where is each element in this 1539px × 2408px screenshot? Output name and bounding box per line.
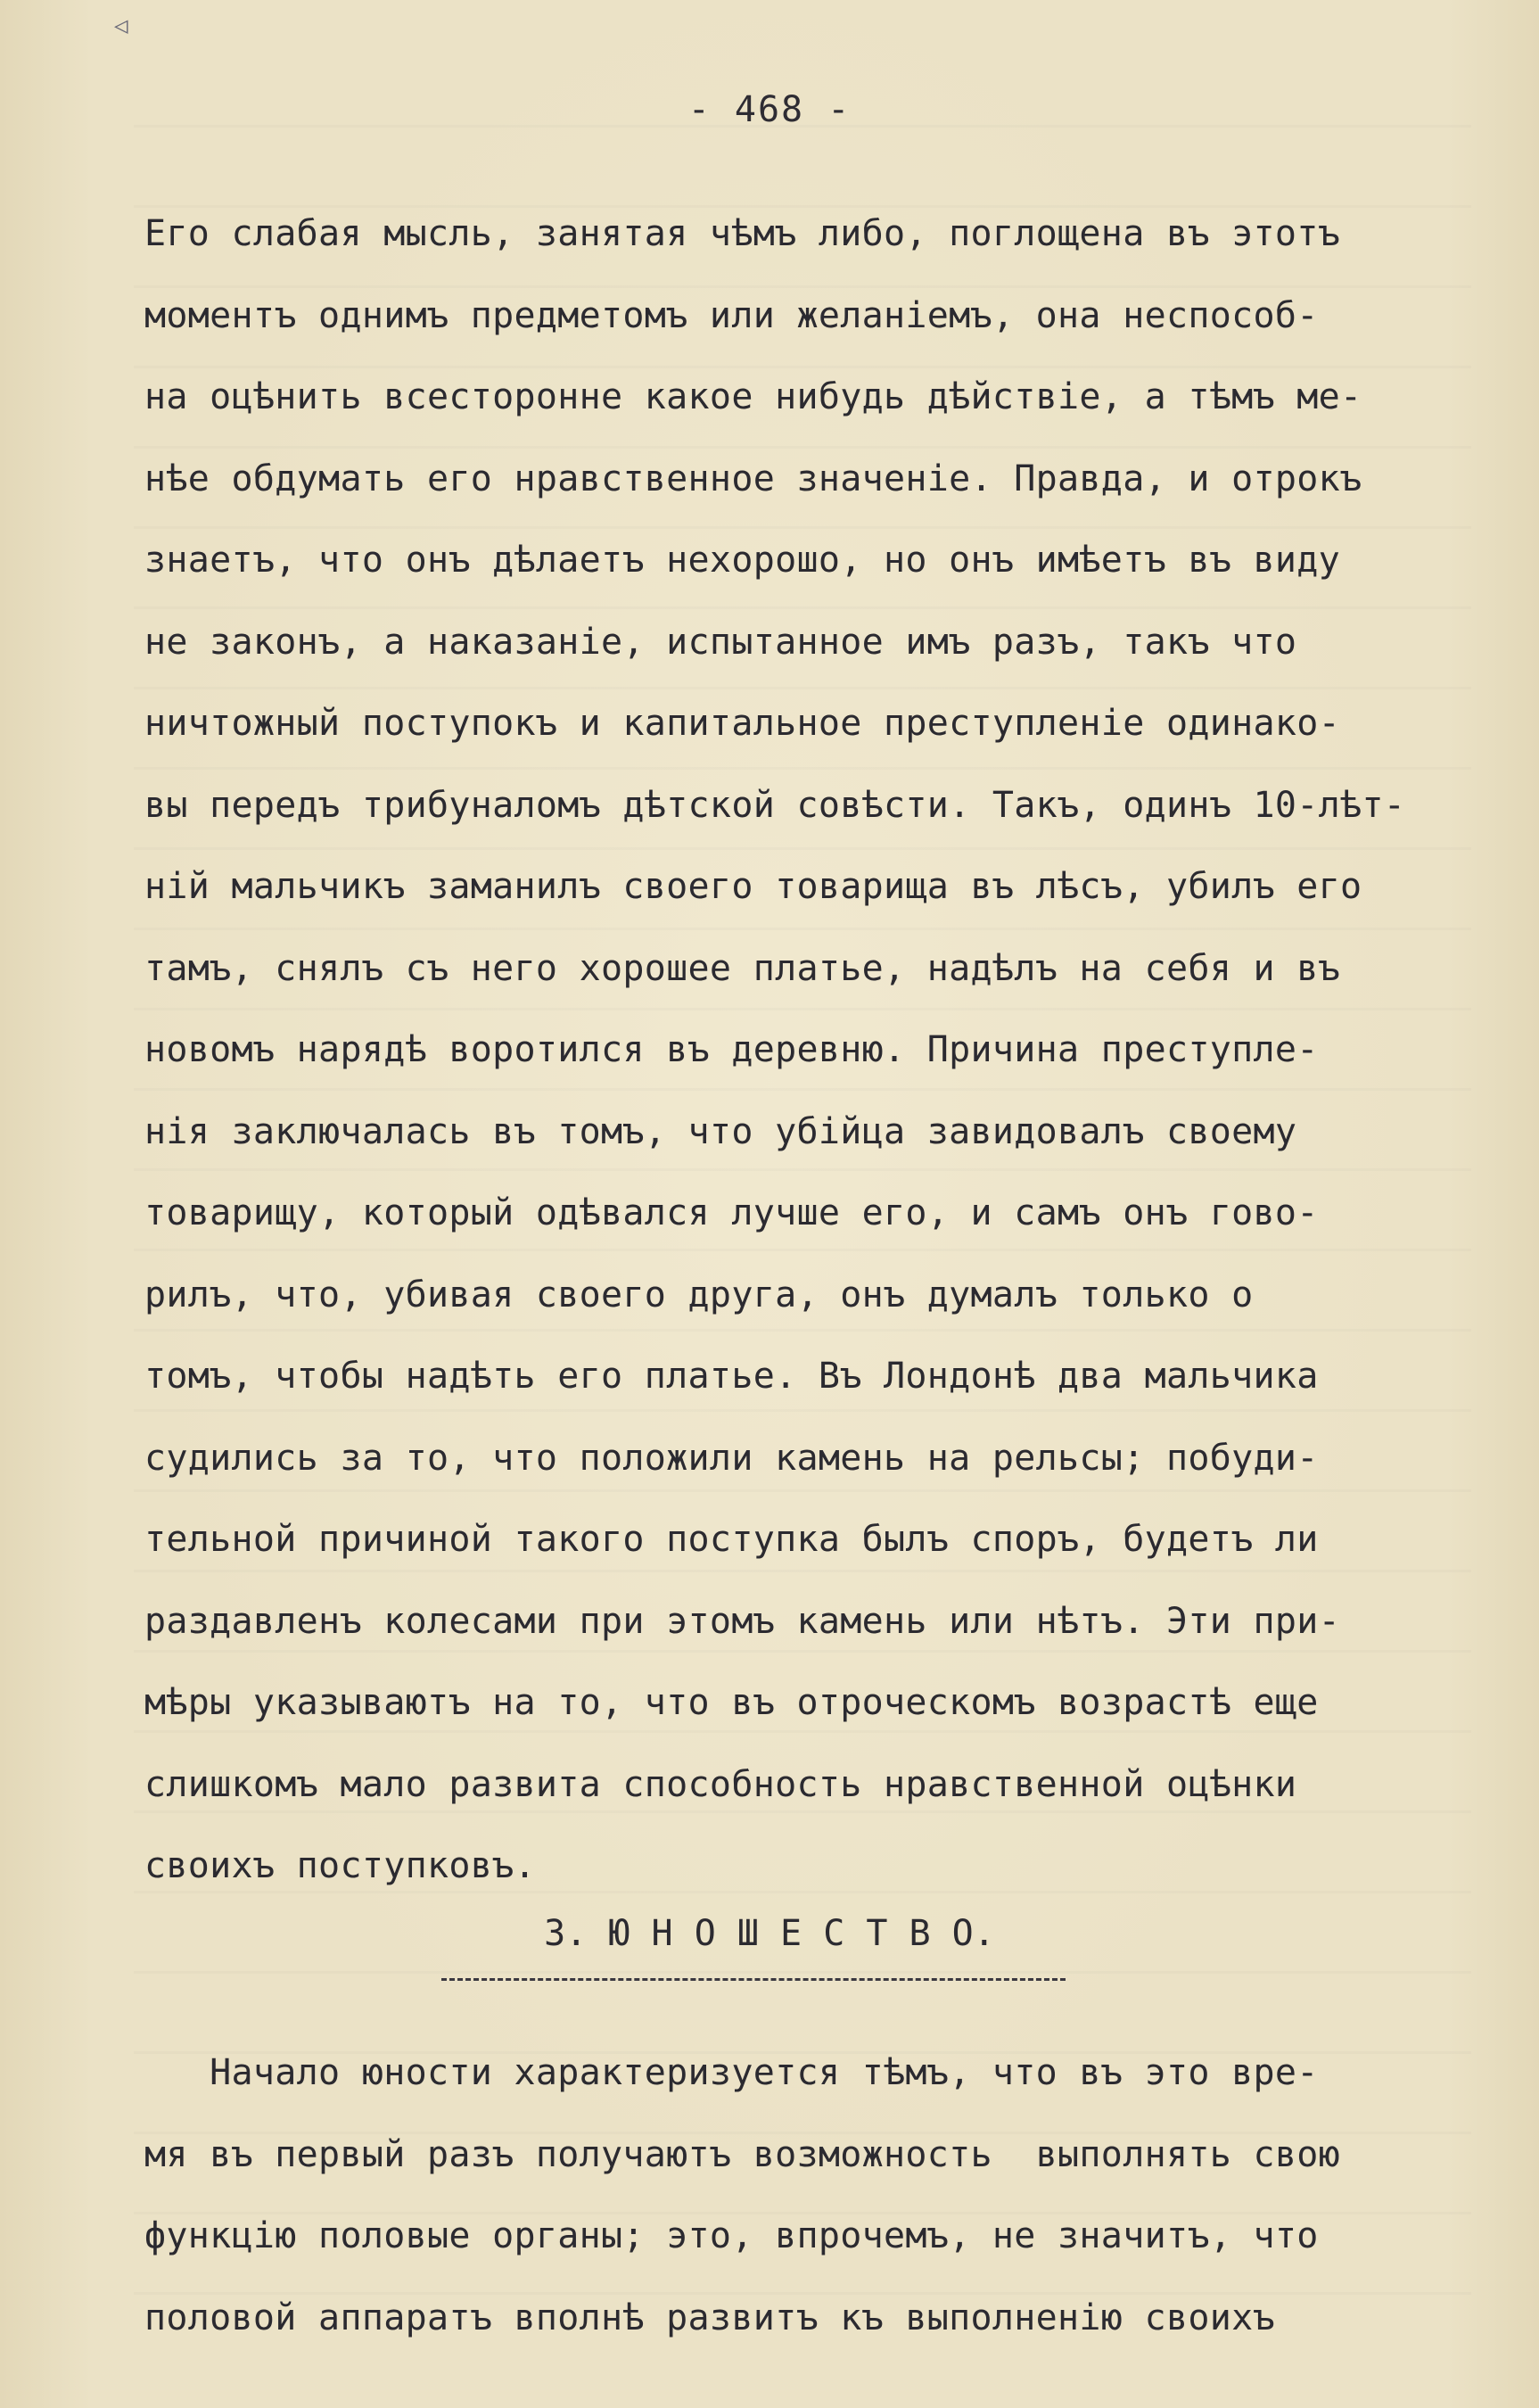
text-line: мя въ первый разъ получаютъ возможность выполнять свою	[144, 2133, 1341, 2175]
page-number: - 468 -	[687, 89, 852, 130]
text-line: рилъ, что, убивая своего друга, онъ думалъ только о	[144, 1274, 1254, 1315]
text-line: Его слабая мысль, занятая чѣмъ либо, поглощена въ этотъ	[144, 213, 1341, 254]
text-line: судились за то, что положили камень на рельсы; побуди-	[144, 1437, 1319, 1479]
paragraph-2	[144, 2042, 1518, 2369]
text-line: нія заключалась въ томъ, что убійца завидовалъ своему	[144, 1110, 1297, 1152]
text-line: нѣе обдумать его нравственное значеніе. Правда, и отрокъ	[144, 458, 1362, 499]
text-line: вы передъ трибуналомъ дѣтской совѣсти. Такъ, одинъ 10-лѣт-	[144, 784, 1406, 826]
text-line: Начало юности характеризуется тѣмъ, что въ это вре-	[144, 2052, 1319, 2093]
text-line: раздавленъ колесами при этомъ камень или нѣтъ. Эти при-	[144, 1600, 1341, 1642]
text-line: на оцѣнить всесторонне какое нибудь дѣйствіе, а тѣмъ ме-	[144, 376, 1362, 417]
text-line: ній мальчикъ заманилъ своего товарища въ лѣсъ, убилъ его	[144, 866, 1362, 907]
margin-mark: ◁	[114, 12, 128, 39]
text-line: знаетъ, что онъ дѣлаетъ нехорошо, но онъ имѣетъ въ виду	[144, 540, 1341, 581]
section-heading: 3. Ю Н О Ш Е С Т В О.	[544, 1913, 995, 1954]
text-line: товарищу, который одѣвался лучше его, и самъ онъ гово-	[144, 1192, 1319, 1233]
text-line: половой аппаратъ вполнѣ развитъ къ выполненію своихъ	[144, 2297, 1275, 2338]
text-line: новомъ нарядѣ воротился въ деревню. Причина преступле-	[144, 1029, 1319, 1070]
text-line: тамъ, снялъ съ него хорошее платье, надѣлъ на себя и въ	[144, 947, 1341, 989]
text-line: моментъ однимъ предметомъ или желаніемъ, она неспособ-	[144, 294, 1319, 336]
text-line: слишкомъ мало развита способность нравственной оцѣнки	[144, 1763, 1297, 1805]
text-line: функцію половые органы; это, впрочемъ, не значитъ, что	[144, 2215, 1319, 2256]
paragraph-1	[144, 203, 1518, 1917]
text-line: томъ, чтобы надѣть его платье. Въ Лондонѣ два мальчика	[144, 1356, 1319, 1397]
text-line: не законъ, а наказаніе, испытанное имъ разъ, такъ что	[144, 621, 1297, 663]
heading-underline	[441, 1978, 1066, 1981]
text-line: ничтожный поступокъ и капитальное преступленіе одинако-	[144, 703, 1341, 744]
text-line: тельной причиной такого поступка былъ споръ, будетъ ли	[144, 1519, 1319, 1560]
text-line: мѣры указываютъ на то, что въ отроческомъ возрастѣ еще	[144, 1682, 1319, 1723]
text-line: своихъ поступковъ.	[144, 1845, 536, 1886]
